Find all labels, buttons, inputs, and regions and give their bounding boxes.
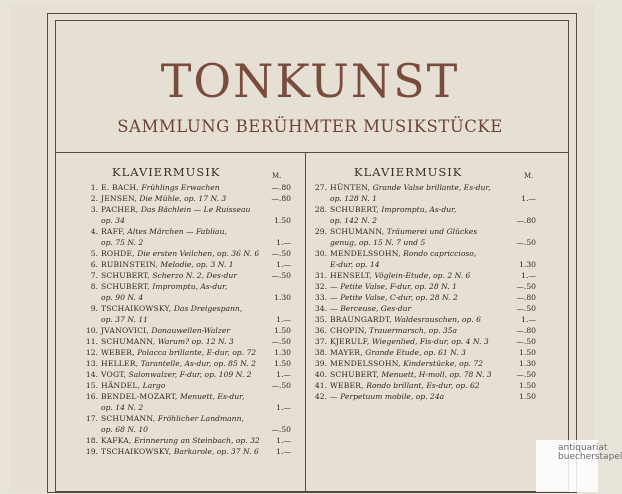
item-composer: TSCHAIKOWSKY, <box>101 447 172 456</box>
item-number: 38. <box>314 348 327 357</box>
right-catalog-list <box>312 182 536 402</box>
list-item <box>83 226 291 237</box>
item-price: 1.50 <box>274 326 291 335</box>
item-composer: JENSEN, <box>101 194 137 203</box>
item-composer: SCHUMANN, <box>101 337 156 346</box>
list-item <box>83 204 291 215</box>
list-item <box>312 215 536 226</box>
item-price: —.80 <box>271 194 291 203</box>
item-number: 27. <box>314 183 327 192</box>
item-work: Scherzo N. 2, Des-dur <box>152 271 237 280</box>
item-price: 1.— <box>521 194 536 203</box>
list-item <box>83 281 291 292</box>
item-price: 1.— <box>276 403 291 412</box>
item-work: Trauermarsch, op. 35a <box>369 326 458 335</box>
item-work: genug, op. 15 N. 7 und 5 <box>330 238 426 247</box>
item-composer: TSCHAIKOWSKY, <box>101 304 172 313</box>
item-composer: — <box>330 392 338 401</box>
item-price: —.50 <box>516 304 536 313</box>
item-work: Warum? op. 12 N. 3 <box>157 337 234 346</box>
item-number: 9. <box>90 304 98 313</box>
item-work: Largo <box>142 381 166 390</box>
item-work: op. 37 N. 11 <box>101 315 148 324</box>
list-item <box>83 259 291 270</box>
list-item <box>312 226 536 237</box>
item-number: 34. <box>314 304 327 313</box>
list-item <box>83 314 291 325</box>
watermark-line-2: buecherstapel <box>558 452 622 462</box>
item-work: op. 90 N. 4 <box>101 293 144 302</box>
item-work: op. 75 N. 2 <box>101 238 144 247</box>
page-subtitle: SAMMLUNG BERÜHMTER MUSIKSTÜCKE <box>117 117 503 136</box>
item-price: 1.30 <box>519 260 536 269</box>
item-work: Träumerei und Glückes <box>386 227 478 236</box>
item-price: 1.— <box>521 315 536 324</box>
item-price: —.50 <box>271 271 291 280</box>
item-work: Petite Valse, F-dur, op. 28 N. 1 <box>340 282 457 291</box>
list-item <box>312 358 536 369</box>
item-work: Polacca brillante, E-dur, op. 72 <box>137 348 257 357</box>
item-composer: CHOPIN, <box>330 326 367 335</box>
list-item <box>312 270 536 281</box>
item-composer: HÜNTEN, <box>330 183 371 192</box>
item-composer: SCHUBERT, <box>101 271 150 280</box>
item-number: 31. <box>314 271 327 280</box>
item-composer: WEBER, <box>330 381 364 390</box>
list-item <box>312 336 536 347</box>
item-price: 1.50 <box>274 359 291 368</box>
item-composer: PACHER, <box>101 205 139 214</box>
item-number: 17. <box>85 414 98 423</box>
list-item <box>83 358 291 369</box>
list-item <box>83 424 291 435</box>
item-composer: SCHUMANN, <box>101 414 156 423</box>
item-work: op. 128 N. 1 <box>330 194 377 203</box>
item-work: op. 34 <box>101 216 125 225</box>
list-item <box>83 215 291 226</box>
item-number: 19. <box>85 447 98 456</box>
item-composer: BRAUNGARDT, <box>330 315 392 324</box>
item-work: Vöglein-Etude, op. 2 N. 6 <box>374 271 471 280</box>
item-work: Melodie, op. 3 N. 1 <box>160 260 234 269</box>
item-composer: E. BACH, <box>101 183 139 192</box>
list-item <box>83 347 291 358</box>
item-work: op. 68 N. 10 <box>101 425 148 434</box>
item-work: Rondo brillant, Es-dur, op. 62 <box>366 381 480 390</box>
list-item <box>83 336 291 347</box>
item-number: 35. <box>314 315 327 324</box>
item-number: 40. <box>314 370 327 379</box>
item-work: Menuett, Es-dur, <box>179 392 245 401</box>
list-item <box>312 292 536 303</box>
page-title: TONKUNST <box>160 54 460 108</box>
item-work: Salonwalzer, F-dur, op. 109 N. 2 <box>128 370 252 379</box>
item-number: 5. <box>90 249 98 258</box>
item-work: Die Mühle, op. 17 N. 3 <box>139 194 227 203</box>
item-number: 42. <box>314 392 327 401</box>
item-composer: KAFKA, <box>101 436 132 445</box>
item-number: 2. <box>90 194 98 203</box>
list-item <box>312 281 536 292</box>
left-catalog-list <box>83 182 291 457</box>
item-price: 1.50 <box>274 216 291 225</box>
item-price: —.50 <box>271 249 291 258</box>
item-number: 29. <box>314 227 327 236</box>
item-composer: VOGT, <box>101 370 127 379</box>
item-price: —.80 <box>271 183 291 192</box>
watermark-line-1: antiquariat <box>558 443 608 453</box>
item-composer: — <box>330 304 338 313</box>
item-work: Impromptu, As-dur, <box>152 282 228 291</box>
list-item <box>83 303 291 314</box>
item-work: Grande Valse brillante, Es-dur, <box>372 183 491 192</box>
header-rule <box>55 152 568 153</box>
list-item <box>83 391 291 402</box>
left-column-heading: KLAVIERMUSIK <box>112 165 221 179</box>
item-number: 39. <box>314 359 327 368</box>
list-item <box>83 325 291 336</box>
item-work: Rondo capriccioso, <box>403 249 477 258</box>
list-item <box>83 193 291 204</box>
item-work: Wiegenlied, Fis-dur, op. 4 N. 3 <box>371 337 489 346</box>
item-price: 1.— <box>276 260 291 269</box>
item-price: —.80 <box>516 293 536 302</box>
item-number: 37. <box>314 337 327 346</box>
item-price: —.80 <box>516 326 536 335</box>
item-work: Die ersten Veilchen, op. 36 N. 6 <box>137 249 260 258</box>
item-composer: SCHUBERT, <box>330 205 379 214</box>
item-composer: RUBINSTEIN, <box>101 260 158 269</box>
item-number: 7. <box>90 271 98 280</box>
item-price: —.50 <box>516 337 536 346</box>
item-composer: BENDEL-MOZART, <box>101 392 178 401</box>
right-column-currency: M. <box>524 172 534 180</box>
item-work: Fröhlicher Landmann, <box>157 414 244 423</box>
item-price: —.50 <box>271 381 291 390</box>
item-work: Das Bächlein — Le Ruisseau <box>140 205 251 214</box>
item-price: 1.— <box>276 436 291 445</box>
list-item <box>83 182 291 193</box>
item-number: 41. <box>314 381 327 390</box>
item-number: 10. <box>85 326 98 335</box>
item-composer: MENDELSSOHN, <box>330 249 401 258</box>
item-price: —.80 <box>516 216 536 225</box>
item-work: Tarantelle, As-dur, op. 85 N. 2 <box>140 359 257 368</box>
right-column-heading: KLAVIERMUSIK <box>354 165 463 179</box>
item-composer: HELLER, <box>101 359 139 368</box>
list-item <box>83 446 291 457</box>
item-work: Grande Etude, op. 61 N. 3 <box>365 348 466 357</box>
item-price: —.50 <box>516 238 536 247</box>
item-composer: SCHUBERT, <box>101 282 150 291</box>
item-composer: RAFF, <box>101 227 125 236</box>
list-item <box>312 248 536 259</box>
item-number: 15. <box>85 381 98 390</box>
list-item <box>312 204 536 215</box>
list-item <box>83 380 291 391</box>
item-number: 1. <box>90 183 98 192</box>
item-work: Das Dreigespann, <box>173 304 243 313</box>
item-work: Frühlings Erwachen <box>141 183 220 192</box>
list-item <box>312 237 536 248</box>
item-work: Berceuse, Ges-dur <box>340 304 412 313</box>
list-item <box>312 369 536 380</box>
list-item <box>312 303 536 314</box>
list-item <box>83 435 291 446</box>
column-divider <box>305 153 306 493</box>
item-number: 18. <box>85 436 98 445</box>
item-number: 33. <box>314 293 327 302</box>
item-work: Menuett, H-moll, op. 78 N. 3 <box>381 370 492 379</box>
item-work: op. 14 N. 2 <box>101 403 144 412</box>
item-composer: MAYER, <box>330 348 363 357</box>
item-composer: HENSELT, <box>330 271 372 280</box>
list-item <box>312 325 536 336</box>
item-work: op. 142 N. 2 <box>330 216 377 225</box>
item-work: Waldesrauschen, op. 6 <box>394 315 481 324</box>
item-price: —.50 <box>516 282 536 291</box>
item-work: Donauwellen-Walzer <box>151 326 230 335</box>
item-composer: SCHUMANN, <box>330 227 385 236</box>
item-composer: — <box>330 282 338 291</box>
item-work: Barkarole, op. 37 N. 6 <box>173 447 259 456</box>
item-number: 30. <box>314 249 327 258</box>
item-work: Altes Märchen — Fabliau, <box>127 227 227 236</box>
watermark-stamp <box>558 444 622 462</box>
list-item <box>83 270 291 281</box>
item-price: 1.— <box>276 447 291 456</box>
list-item <box>312 391 536 402</box>
item-work: Petite Valse, C-dur, op. 28 N. 2 <box>340 293 458 302</box>
item-work: Erinnerung an Steinbach, op. 32 <box>134 436 260 445</box>
left-column-currency: M. <box>272 172 282 180</box>
list-item <box>312 314 536 325</box>
item-composer: HÄNDEL, <box>101 381 141 390</box>
list-item <box>83 369 291 380</box>
list-item <box>83 413 291 424</box>
item-price: —.50 <box>271 425 291 434</box>
item-price: 1.30 <box>274 293 291 302</box>
item-price: 1.50 <box>519 381 536 390</box>
item-number: 32. <box>314 282 327 291</box>
item-composer: SCHUBERT, <box>330 370 379 379</box>
item-composer: KJERULF, <box>330 337 370 346</box>
item-number: 16. <box>85 392 98 401</box>
item-number: 8. <box>90 282 98 291</box>
item-composer: — <box>330 293 338 302</box>
list-item <box>312 259 536 270</box>
list-item <box>312 347 536 358</box>
item-composer: MENDELSSOHN, <box>330 359 401 368</box>
list-item <box>83 237 291 248</box>
item-number: 4. <box>90 227 98 236</box>
item-work: Impromptu, As-dur, <box>381 205 457 214</box>
item-number: 6. <box>90 260 98 269</box>
item-price: 1.50 <box>519 392 536 401</box>
item-number: 14. <box>85 370 98 379</box>
item-number: 11. <box>85 337 98 346</box>
item-number: 36. <box>314 326 327 335</box>
item-price: 1.— <box>276 238 291 247</box>
list-item <box>312 182 536 193</box>
item-number: 28. <box>314 205 327 214</box>
item-work: Kinderstücke, op. 72 <box>403 359 484 368</box>
item-price: —.50 <box>516 370 536 379</box>
item-price: 1.— <box>276 370 291 379</box>
item-number: 13. <box>85 359 98 368</box>
item-composer: WEBER, <box>101 348 135 357</box>
item-composer: JVANOVICI, <box>101 326 149 335</box>
item-price: —.50 <box>271 337 291 346</box>
list-item <box>83 402 291 413</box>
item-price: 1.— <box>276 315 291 324</box>
item-price: 1.— <box>521 271 536 280</box>
item-composer: ROHDE, <box>101 249 135 258</box>
list-item <box>83 292 291 303</box>
item-work: E-dur, op. 14 <box>330 260 380 269</box>
item-number: 12. <box>85 348 98 357</box>
item-price: 1.50 <box>519 348 536 357</box>
item-work: Perpetuum mobile, op. 24a <box>340 392 445 401</box>
list-item <box>312 380 536 391</box>
item-price: 1.30 <box>274 348 291 357</box>
item-number: 3. <box>90 205 98 214</box>
item-price: 1.30 <box>519 359 536 368</box>
list-item <box>312 193 536 204</box>
list-item <box>83 248 291 259</box>
